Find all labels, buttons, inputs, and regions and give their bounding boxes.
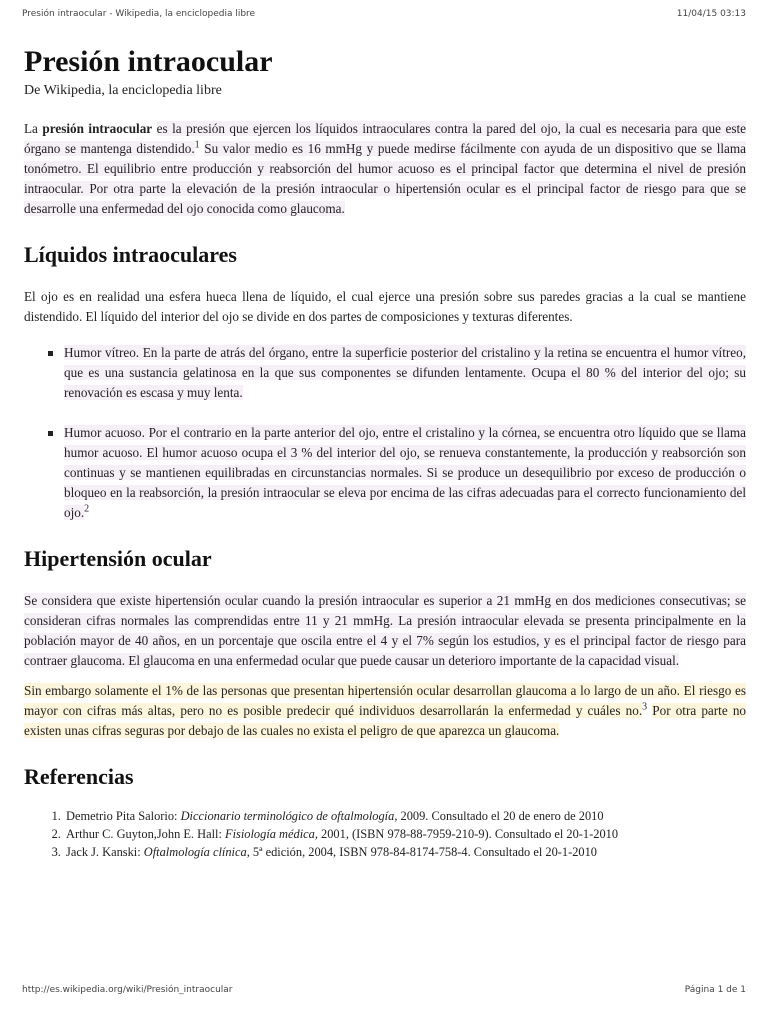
reference-title-link[interactable]: Oftalmología clínica (143, 845, 247, 859)
print-header-datetime: 11/04/15 03:13 (676, 9, 746, 19)
section-hipertension-paragraph-1 (24, 591, 746, 671)
bullet-square-icon (48, 431, 53, 436)
section-hipertension-paragraph-2 (24, 681, 746, 741)
page-subtitle: De Wikipedia, la enciclopedia libre (24, 83, 222, 98)
list-item-text: Humor vítreo. En la parte de atrás del órgano, entre la superficie posterior del cristalino y la retina se encuentra el humor vítreo, que es una sustancia gelatinosa en la que sus componentes se difunden lentamente. Ocupa el 80 % del interior del ojo; su renovación es escasa y muy lenta. (64, 345, 746, 400)
page-title: Presión intraocular (24, 45, 273, 78)
article-content (24, 44, 746, 861)
ref-marker-2[interactable]: 2 (84, 503, 90, 515)
hipertension-text-1: Se considera que existe hipertensión ocular cuando la presión intraocular es superior a 21 mmHg en dos mediciones consecutivas; se consideran cifras normales las comprendidas entre 11 y 21 mmHg. La presión intraocular elevada se presenta principalmente en la población mayor de 40 años, en un porcentaje que oscila entre el 4 y el 7% según los estudios, y es el principal factor de riesgo para contraer glaucoma. El glaucoma en una enfermedad ocular que puede causar un deterioro importante de la capacidad visual. (24, 593, 746, 668)
print-footer-url[interactable]: http://es.wikipedia.org/wiki/Presión_intraocular (22, 985, 233, 995)
ref-marker-3[interactable]: 3 (642, 701, 648, 713)
list-item-humor-vitreo (64, 343, 746, 403)
reference-author: Demetrio Pita Salorio: (66, 809, 181, 823)
section-liquidos-paragraph: El ojo es en realidad una esfera hueca llena de líquido, el cual ejerce una presión sobre sus paredes gracias a la cual se mantiene distendido. El líquido del interior del ojo se divide en dos partes de composiciones y texturas diferentes. (24, 289, 746, 324)
reference-item (64, 825, 746, 843)
intro-text-2: Su valor medio es 16 mmHg y puede medirse fácilmente con ayuda de un dispositivo que se llama tonómetro. El equilibrio entre producción y reabsorción del humor acuoso es el principal factor que determina el nivel de presión intraocular. Por otra parte la elevación de la presión intraocular o hipertensión ocular es el principal factor de riesgo para que se desarrolle una enfermedad del ojo conocida como glaucoma. (24, 141, 747, 216)
references-list (24, 807, 746, 861)
intro-bold-term: presión intraocular (42, 121, 153, 136)
reference-details: , 2009. Consultado el 20 de enero de 2010 (394, 809, 604, 823)
section-heading-hipertension: Hipertensión ocular (24, 546, 212, 571)
intro-paragraph (24, 119, 746, 219)
reference-item (64, 843, 746, 861)
intro-text-1: es la presión que ejercen los líquidos intraoculares contra la pared del ojo, la cual es necesaria para que este órgano se mantenga distendido. (24, 121, 746, 156)
print-header-title: Presión intraocular - Wikipedia, la enciclopedia libre (22, 9, 256, 19)
list-item-text: Humor acuoso. Por el contrario en la parte anterior del ojo, entre el cristalino y la córnea, se encuentra otro líquido que se llama humor acuoso. El humor acuoso ocupa el 3 % del interior del ojo, se renueva constantemente, la producción y reabsorción son continuas y se mantienen equilibradas en circunstancias normales. Si se produce un desequilibrio por exceso de producción o bloqueo en la reabsorción, la presión intraocular se eleva por encima de las cifras adecuadas para el correcto funcionamiento del ojo. (64, 425, 746, 520)
print-footer (22, 985, 746, 999)
reference-details: , 5ª edición, 2004, ISBN 978-84-8174-758-4. Consultado el 20-1-2010 (246, 845, 598, 859)
reference-author: Arthur C. Guyton,John E. Hall: (66, 827, 226, 841)
ref-marker-1[interactable]: 1 (194, 139, 200, 151)
hipertension-text-2a: Sin embargo solamente el 1% de las personas que presentan hipertensión ocular desarrollan glaucoma a lo largo de un año. El riesgo es mayor con cifras más altas, pero no es posible predecir qué individuos desarrollarán la enfermedad y cuáles no. (24, 683, 746, 718)
hipertension-text-2b: Por otra parte no existen unas cifras seguras por debajo de las cuales no exista el peligro de que aparezca un glaucoma. (24, 703, 747, 738)
section-heading-liquidos: Líquidos intraoculares (24, 242, 237, 267)
section-heading-referencias: Referencias (24, 764, 134, 789)
intro-lead: La (24, 121, 38, 136)
reference-item (64, 807, 746, 825)
list-item-humor-acuoso (64, 423, 746, 523)
reference-author: Jack J. Kanski: (66, 845, 144, 859)
liquids-list (24, 343, 746, 523)
bullet-square-icon (48, 351, 53, 356)
reference-details: , 2001, (ISBN 978-88-7959-210-9). Consultado el 20-1-2010 (314, 827, 619, 841)
print-footer-page: Página 1 de 1 (684, 985, 746, 995)
reference-title-link[interactable]: Fisiología médica (225, 827, 315, 841)
print-header (22, 9, 746, 23)
reference-title-link[interactable]: Diccionario terminológico de oftalmología (180, 809, 395, 823)
